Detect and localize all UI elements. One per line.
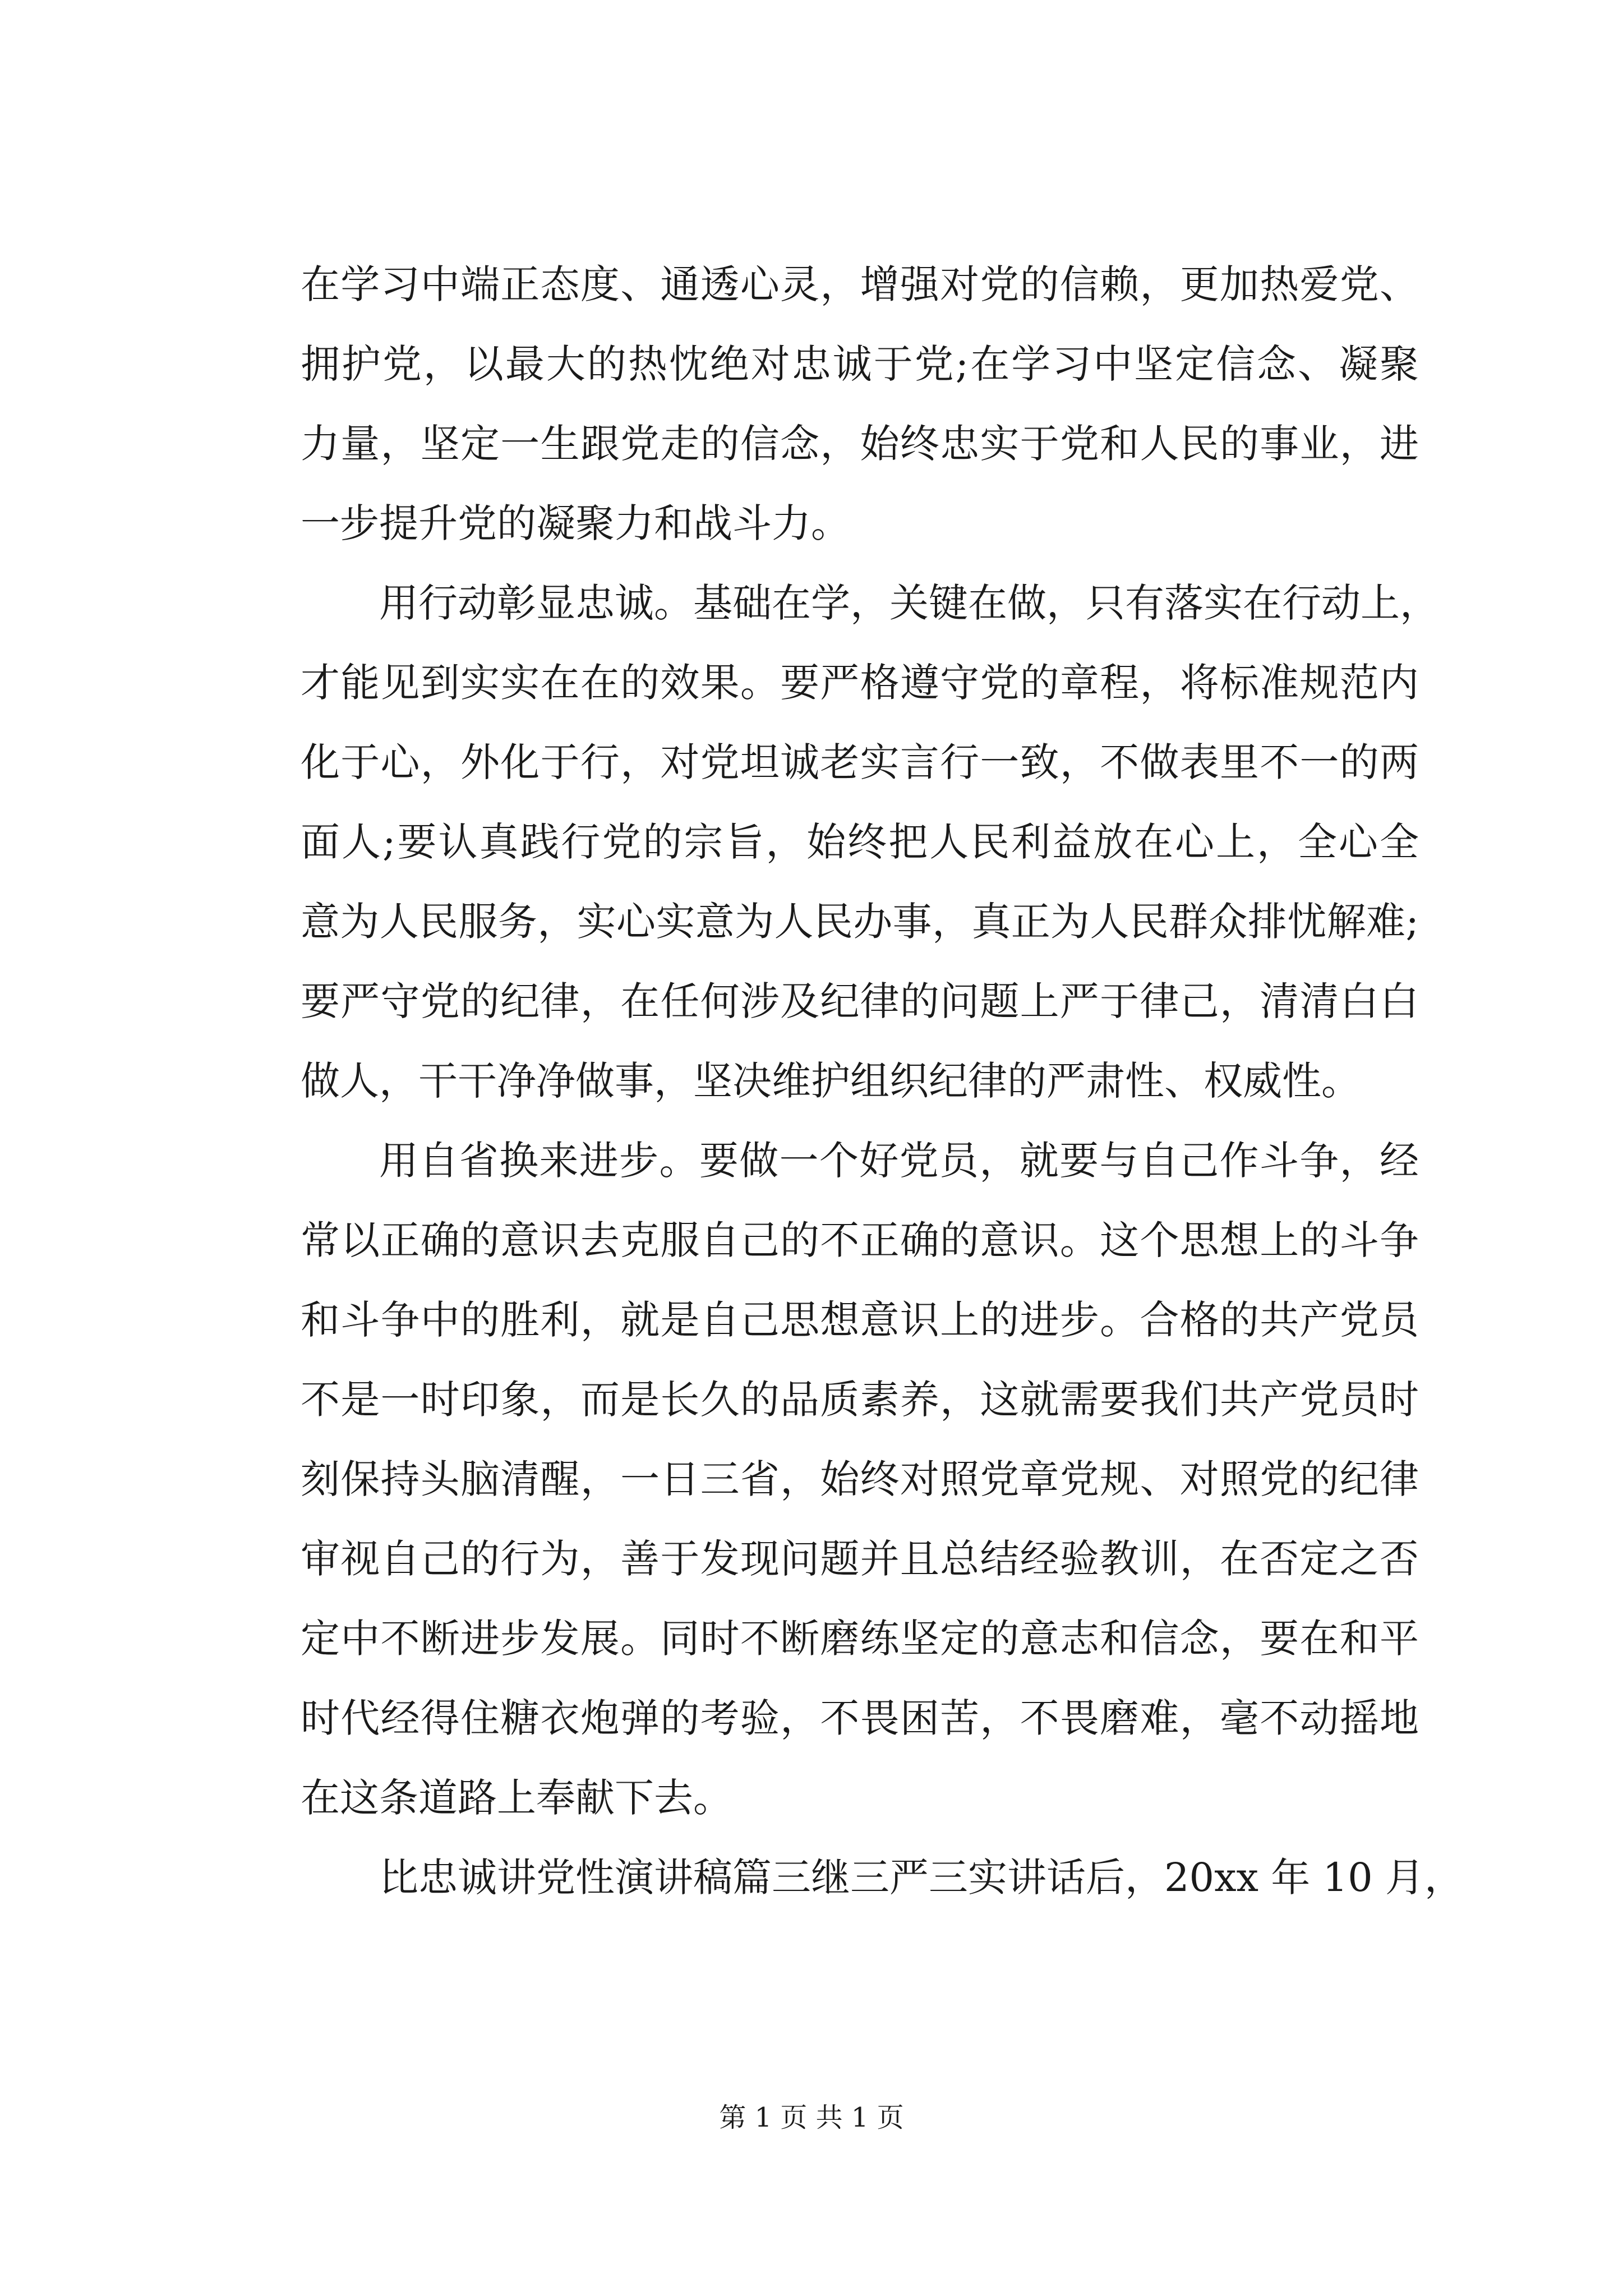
paragraph-3-line-6: 审视自己的行为，善于发现问题并且总结经验教训，在否定之否 [301, 1536, 1419, 1582]
paragraph-2-line-1: 用行动彰显忠诚。基础在学，关键在做，只有落实在行动上， [379, 580, 1439, 626]
paragraph-4-line-1: 比忠诚讲党性演讲稿篇三继三严三实讲话后，20xx 年 10 月， [379, 1855, 1464, 1901]
paragraph-3-line-8: 时代经得住糖衣炮弹的考验，不畏困苦，不畏磨难，毫不动摇地 [301, 1695, 1419, 1741]
paragraph-3-line-5: 刻保持头脑清醒，一日三省，始终对照党章党规、对照党的纪律 [301, 1456, 1419, 1502]
paragraph-1-line-3: 力量，坚定一生跟党走的信念，始终忠实于党和人民的事业，进 [301, 421, 1419, 467]
paragraph-2-line-2: 才能见到实实在在的效果。要严格遵守党的章程，将标准规范内 [301, 660, 1419, 706]
paragraph-3-line-1: 用自省换来进步。要做一个好党员，就要与自己作斗争，经 [379, 1138, 1419, 1184]
paragraph-3-line-7: 定中不断进步发展。同时不断磨练坚定的意志和信念，要在和平 [301, 1616, 1419, 1662]
paragraph-2-line-3: 化于心，外化于行，对党坦诚老实言行一致，不做表里不一的两 [301, 739, 1419, 785]
paragraph-1-line-2: 拥护党，以最大的热忱绝对忠诚于党;在学习中坚定信念、凝聚 [301, 341, 1419, 387]
paragraph-3-line-2: 常以正确的意识去克服自己的不正确的意识。这个思想上的斗争 [301, 1217, 1419, 1263]
paragraph-2-line-4: 面人;要认真践行党的宗旨，始终把人民利益放在心上，全心全 [301, 819, 1419, 865]
paragraph-3-line-9: 在这条道路上奉献下去。 [301, 1775, 732, 1821]
page-number-footer: 第 1 页 共 1 页 [719, 2102, 904, 2133]
paragraph-2-line-6: 要严守党的纪律，在任何涉及纪律的问题上严于律己，清清白白 [301, 978, 1419, 1024]
paragraph-2-line-7: 做人，干干净净做事，坚决维护组织纪律的严肃性、权威性。 [301, 1058, 1361, 1104]
paragraph-1-line-4: 一步提升党的凝聚力和战斗力。 [301, 500, 850, 546]
document-body [301, 245, 1464, 1917]
paragraph-1-line-1: 在学习中端正态度、通透心灵，增强对党的信赖，更加热爱党、 [301, 261, 1419, 307]
paragraph-3-line-4: 不是一时印象，而是长久的品质素养，这就需要我们共产党员时 [301, 1377, 1419, 1423]
paragraph-2-line-5: 意为人民服务，实心实意为人民办事，真正为人民群众排忧解难; [301, 899, 1419, 945]
paragraph-3-line-3: 和斗争中的胜利，就是自己思想意识上的进步。合格的共产党员 [301, 1297, 1419, 1343]
